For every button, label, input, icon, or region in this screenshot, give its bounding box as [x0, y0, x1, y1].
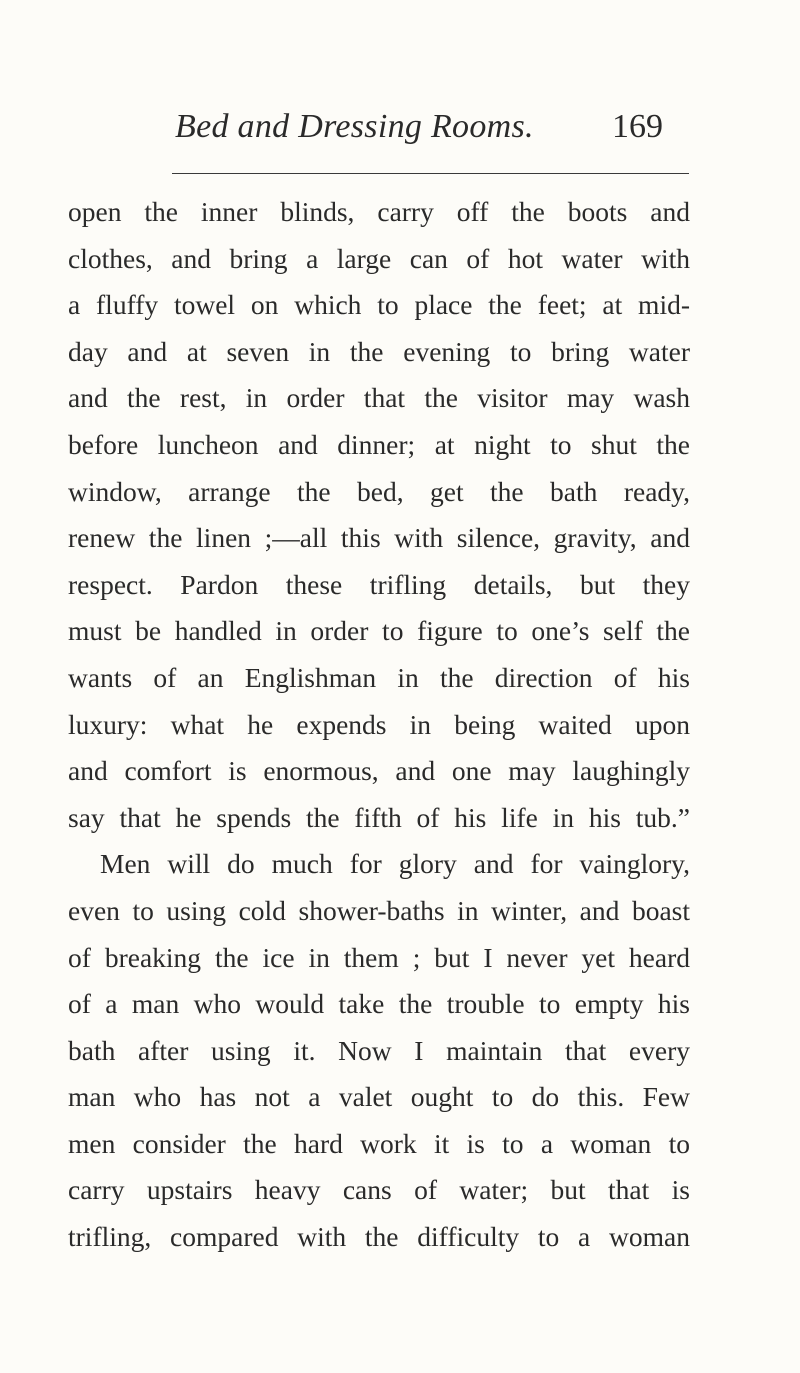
header-rule — [172, 173, 689, 174]
text-line: window, arrange the bed, get the bath ready, — [68, 475, 690, 507]
page-number: 169 — [612, 108, 663, 145]
text-line: men consider the hard work it is to a woman to — [68, 1127, 690, 1159]
text-line: man who has not a valet ought to do this. Few — [68, 1081, 690, 1113]
text-line: must be handled in order to figure to one’s self the — [68, 615, 690, 647]
paragraph-first-line: Men will do much for glory and for vainglory, — [100, 848, 690, 880]
text-line: before luncheon and dinner; at night to shut the — [68, 428, 690, 460]
text-line: a fluffy towel on which to place the feet; at mid- — [68, 289, 690, 321]
text-line: day and at seven in the evening to bring water — [68, 335, 690, 367]
text-line: bath after using it. Now I maintain that every — [68, 1034, 690, 1066]
text-line: and the rest, in order that the visitor may wash — [68, 382, 690, 414]
text-line: say that he spends the fifth of his life in his tub.” — [68, 801, 690, 833]
text-line: clothes, and bring a large can of hot water with — [68, 242, 690, 274]
text-line: respect. Pardon these trifling details, but they — [68, 568, 690, 600]
text-line: renew the linen ;—all this with silence, gravity, and — [68, 522, 690, 554]
text-line: carry upstairs heavy cans of water; but that is — [68, 1174, 690, 1206]
text-line: wants of an Englishman in the direction of his — [68, 661, 690, 693]
text-line: and comfort is enormous, and one may laughingly — [68, 755, 690, 787]
text-line: even to using cold shower-baths in winter, and boast — [68, 894, 690, 926]
running-head-title: Bed and Dressing Rooms. — [175, 108, 534, 145]
text-line: luxury: what he expends in being waited upon — [68, 708, 690, 740]
text-line: trifling, compared with the difficulty to a woman — [68, 1221, 690, 1253]
text-line: open the inner blinds, carry off the boots and — [68, 196, 690, 227]
body-text — [68, 189, 690, 1261]
running-head — [0, 108, 800, 158]
text-line: of breaking the ice in them ; but I never yet heard — [68, 941, 690, 973]
text-line: of a man who would take the trouble to empty his — [68, 988, 690, 1020]
